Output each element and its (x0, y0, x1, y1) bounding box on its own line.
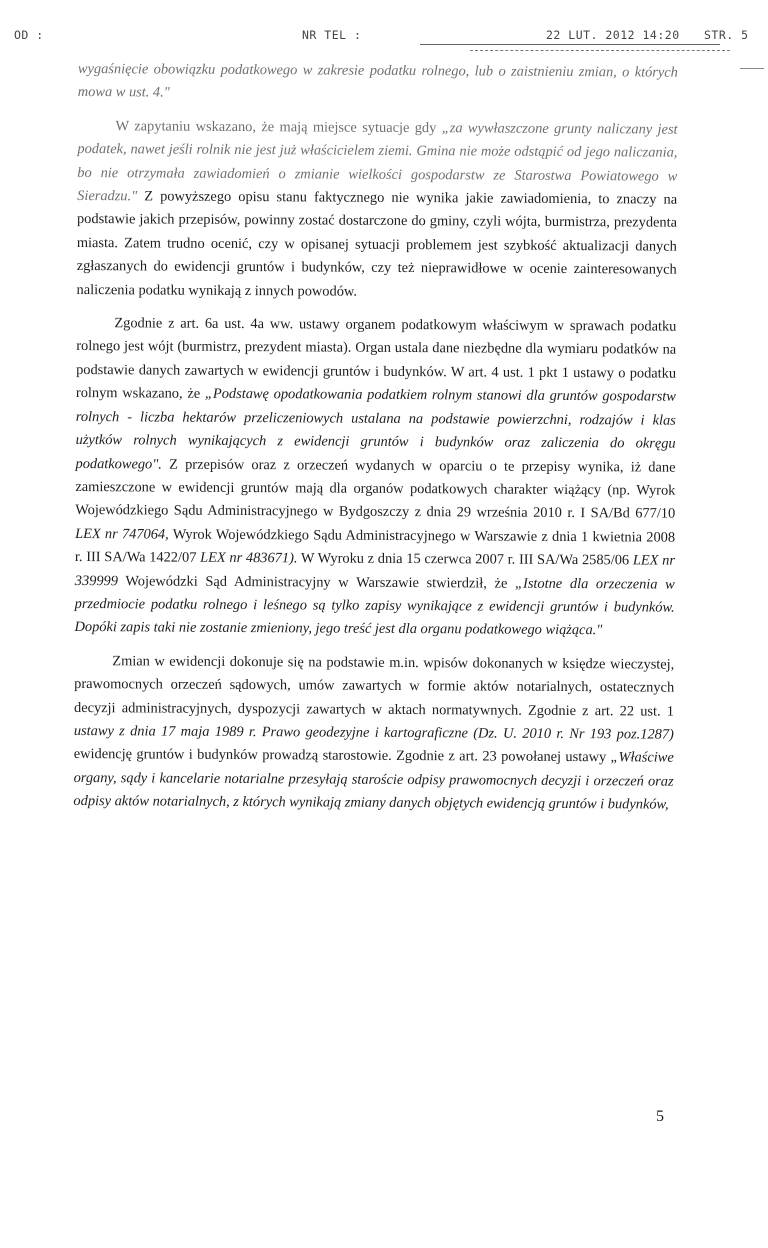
paragraph-registry-changes (73, 650, 674, 818)
fax-header-rule (420, 44, 720, 46)
fax-page-indicator: STR. 5 (704, 28, 749, 42)
fax-phone-label: NR TEL : (302, 28, 362, 42)
fax-header-dashed-rule (470, 50, 730, 52)
document-body (73, 58, 678, 817)
quoted-text: LEX nr 747064, (75, 525, 169, 543)
fax-sender-label: OD : (14, 28, 44, 42)
body-text: Z powyższego opisu stanu faktycznego nie wynika jakie zawiadomienia, to znaczy na podstawie jakich przepisów, powinny zostać dostarczone do gminy, czyli wójta, burmistrza, prezydenta miasta. Zatem trudno ocenić, czy w opisanej sytuacji problemem jest szybkość aktualizacji danych zgłaszanych do ewidencji gruntów i budynków, czy też nieprawidłowe w ocenie zainteresowanych naliczenia podatku wynikają z innych powodów. (76, 188, 678, 300)
paragraph-tax-authority (74, 312, 676, 643)
paragraph-continuation (78, 58, 678, 108)
quoted-text: „za wywłaszczone grunty naliczany jest podatek, nawet jeśli rolnik nie jest już właścicielem ziemi. Gmina nie może odstąpić od jego naliczania, bo nie otrzymała zawiadomień o zmianie wielkości gospodarstw ze Starostwa Powiatowego w Sieradzu." (77, 120, 678, 205)
quoted-text: LEX nr 483671). (200, 549, 298, 567)
body-text: W Wyroku z dnia 15 czerwca 2007 r. III SA/Wa 2585/06 (297, 550, 633, 569)
quoted-text: LEX nr 339999 (74, 552, 676, 589)
quoted-text: „Właściwe organy, sądy i kancelarie notarialne przesyłają staroście odpisy prawomocnych decyzji i orzeczeń oraz odpisy aktów notarialnych, z których wynikają zmiany danych objętych ewidencją gruntów i budynków, (73, 749, 674, 813)
body-text: Z przepisów oraz z orzeczeń wydanych w oparciu o te przepisy wynika, iż dane zamieszczone w ewidencji gruntów mają dla organów podatkowych charakter wiążący (np. Wyrok Wojewódzkiego Sądu Administracyjnego w Bydgoszczy z dnia 29 września 2010 r. I SA/Bd 677/10 (75, 456, 676, 522)
paragraph-inquiry (77, 115, 678, 306)
body-text: ewidencję gruntów i budynków prowadzą starostowie. Zgodnie z art. 23 powołanej ustawy (73, 746, 611, 766)
body-text: W zapytaniu wskazano, że mają miejsce sytuacje gdy (115, 118, 442, 137)
body-text: Wyrok Wojewódzkiego Sądu Administracyjnego w Warszawie z dnia 1 kwietnia 2008 r. III SA/Wa 1422/07 (74, 526, 676, 566)
fax-header (0, 28, 768, 48)
body-text: Zmian w ewidencji dokonuje się na podstawie m.in. wpisów dokonanych w księdze wieczystej, prawomocnych orzeczeń sądowych, umów zawartych w formie aktów notarialnych, ostatecznych decyzji administracyjnych, dyspozycji zawartych w aktach normatywnych. Zgodnie z art. 22 ust. 1 (73, 652, 675, 720)
quoted-text: ustawy z dnia 17 maja 1989 r. Prawo geodezyjne i kartograficzne (Dz. U. 2010 r. Nr 193 poz.1287) (73, 722, 674, 743)
quoted-text: „Podstawę opodatkowania podatkiem rolnym stanowi dla gruntów gospodarstw rolnych - liczba hektarów przeliczeniowych ustalana na podstawie powierzchni, rodzajów i klas użytków rolnych wynikających z ewidencji gruntów i budynków oraz zaliczenia do okręgu podatkowego". (75, 386, 676, 473)
quoted-text: wygaśnięcie obowiązku podatkowego w zakresie podatku rolnego, lub o zaistnieniu zmian, o których mowa w ust. 4." (77, 60, 678, 101)
body-text: Zgodnie z art. 6a ust. 4a ww. ustawy organem podatkowym właściwym w sprawach podatku rolnego jest wójt (burmistrz, prezydent miasta). Organ ustala dane niezbędne dla wymiaru podatków na podstawie danych zawartych w ewidencji gruntów i budynków. W art. 4 ust. 1 pkt 1 ustawy o podatku rolnym wskazano, że (75, 315, 677, 403)
quoted-text: „Istotne dla orzeczenia w przedmiocie podatku rolnego i leśnego są tylko zapisy wynikające z ewidencji gruntów i budynków. Dopóki zapis taki nie zostanie zmieniony, jego treść jest dla organu podatkowego wiążąca." (74, 575, 675, 639)
fax-margin-mark (740, 68, 764, 70)
body-text: Wojewódzki Sąd Administracyjny w Warszawie stwierdził, że (117, 572, 516, 592)
page-number: 5 (656, 1108, 664, 1125)
fax-timestamp: 22 LUT. 2012 14:20 (546, 28, 680, 42)
